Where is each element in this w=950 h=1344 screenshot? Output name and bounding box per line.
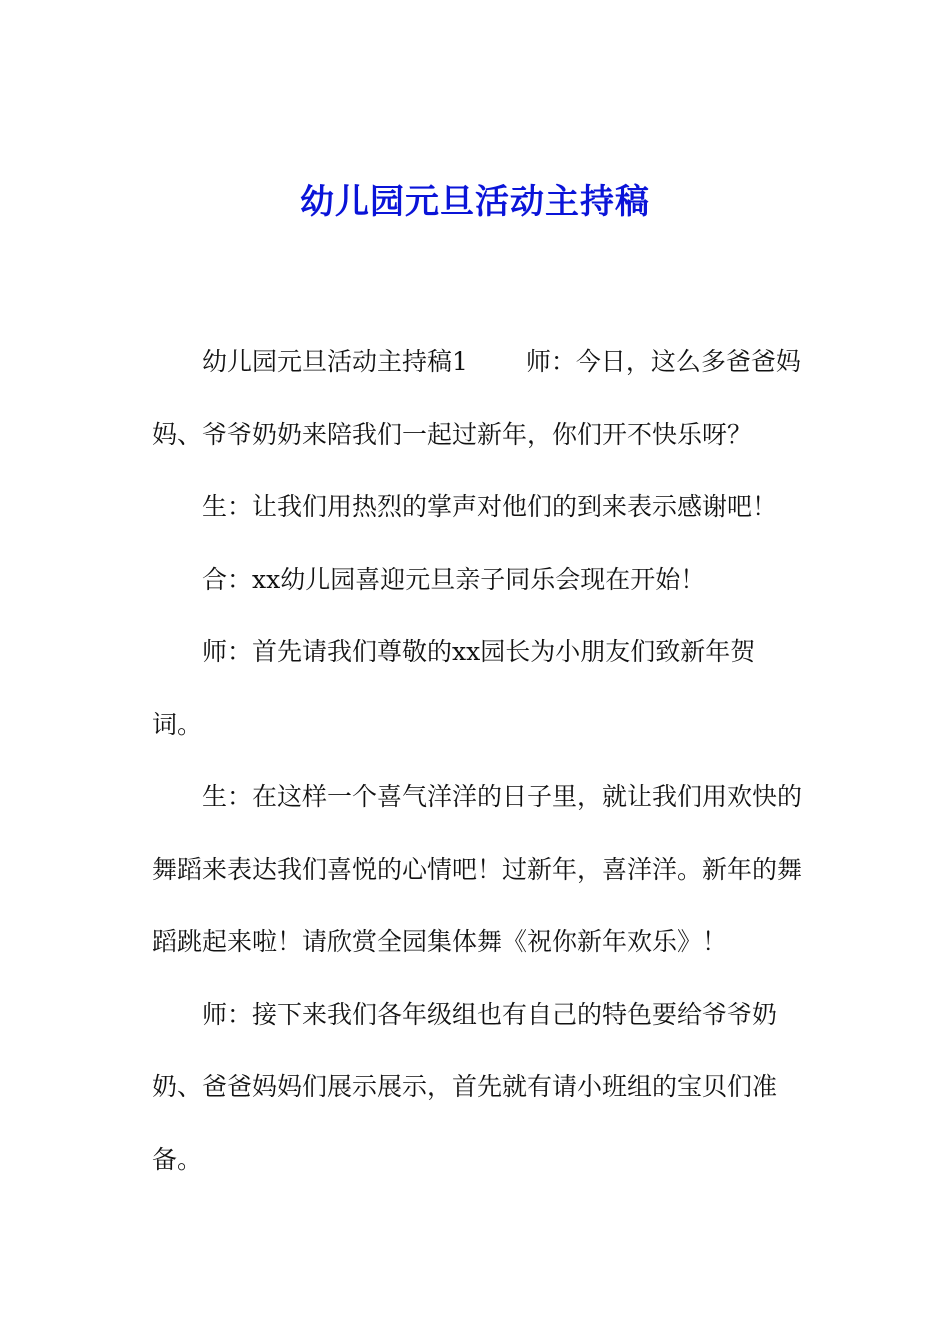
paragraph-1: 幼儿园元旦活动主持稿1 师：今日，这么多爸爸妈妈、爷爷奶奶来陪我们一起过新年，你们开不快乐呀？ [152,347,801,449]
paragraph-3: 合：xx幼儿园喜迎元旦亲子同乐会现在开始！ [202,564,706,594]
paragraph-4: 师：首先请我们尊敬的xx园长为小朋友们致新年贺词。 [152,637,756,739]
paragraph-2: 生：让我们用热烈的掌声对他们的到来表示感谢吧！ [202,492,778,521]
paragraph-6: 师：接下来我们各年级组也有自己的特色要给爷爷奶奶、爸爸妈妈们展示展示，首先就有请小班组的宝贝们准备。 [152,999,778,1174]
paragraph-5: 生：在这样一个喜气洋洋的日子里，就让我们用欢快的舞蹈来表达我们喜悦的心情吧！过新年，喜洋洋。新年的舞蹈跳起来啦！请欣赏全园集体舞《祝你新年欢乐》！ [152,782,803,956]
document-title: 幼儿园元旦活动主持稿 [300,182,650,222]
document-body [152,326,802,1196]
